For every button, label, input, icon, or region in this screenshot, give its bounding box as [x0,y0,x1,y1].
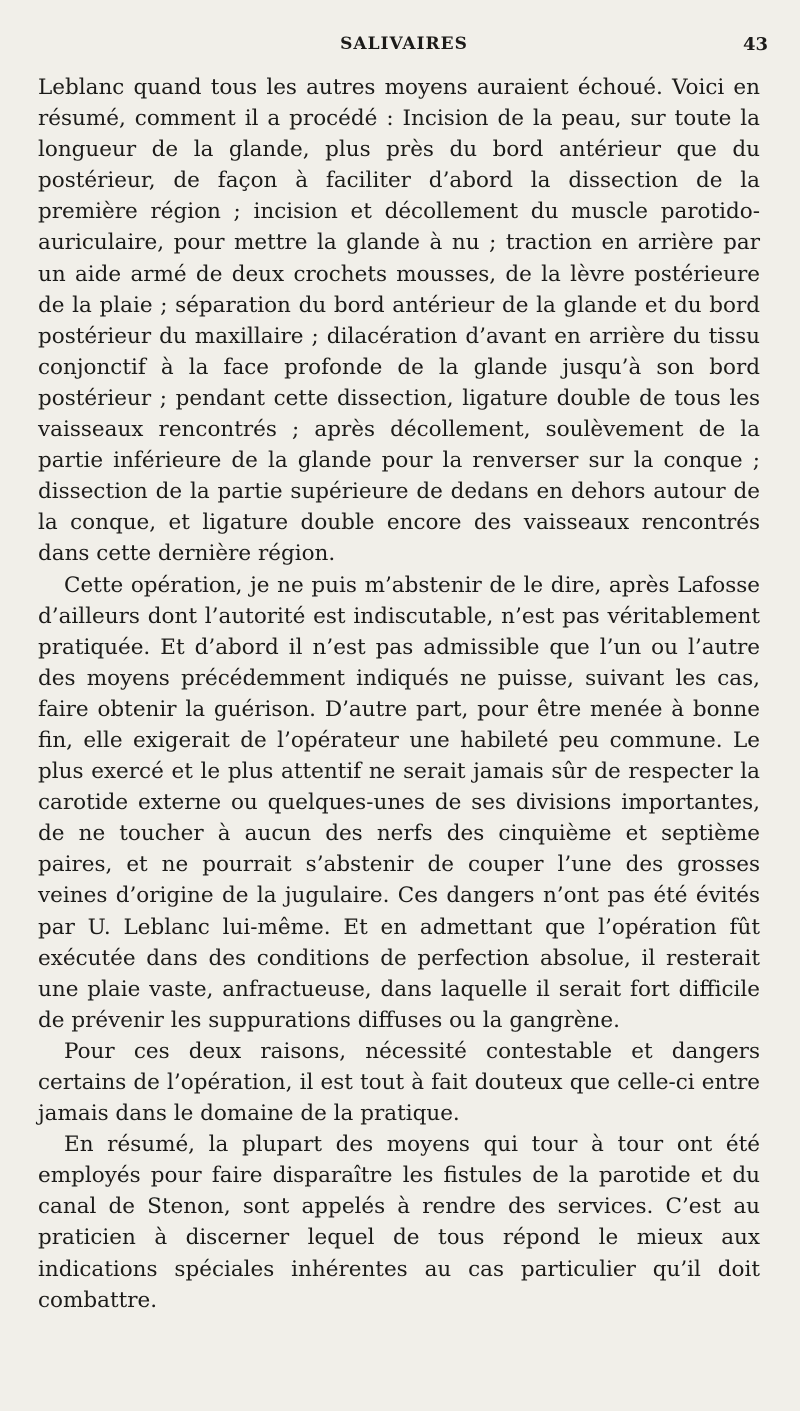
page-body [38,72,760,1316]
paragraph-1: Leblanc quand tous les autres moyens auraient échoué. Voici en résumé, comment il a procédé : Incision de la peau, sur toute la longueur de la glande, plus près du bord antérieur que du postérieur, de façon à faciliter d’abord la dissection de la première région ; incision et décollement du muscle parotido-auriculaire, pour mettre la glande à nu ; traction en arrière par un aide armé de deux crochets mousses, de la lèvre postérieure de la plaie ; séparation du bord antérieur de la glande et du bord postérieur du maxillaire ; dilacération d’avant en arrière du tissu conjonctif à la face profonde de la glande jusqu’à son bord postérieur ; pendant cette dissection, ligature double de tous les vaisseaux rencontrés ; après décollement, soulèvement de la partie inférieure de la glande pour la renverser sur la conque ; dissection de la partie supérieure de dedans en dehors autour de la conque, et ligature double encore des vaisseaux rencontrés dans cette dernière région. [38,75,760,567]
page-header [40,34,768,62]
paragraph-3: Pour ces deux raisons, nécessité contestable et dangers certains de l’opération, il est tout à fait douteux que celle-ci entre jamais dans le domaine de la pratique. [38,1038,760,1127]
paragraph-2: Cette opération, je ne puis m’abstenir de le dire, après Lafosse d’ailleurs dont l’autorité est indiscutable, n’est pas véritablement pratiquée. Et d’abord il n’est pas admissible que l’un ou l’autre des moyens précédemment indiqués ne puisse, suivant les cas, faire obtenir la guérison. D’autre part, pour être menée à bonne fin, elle exigerait de l’opérateur une habileté peu commune. Le plus exercé et le plus attentif ne serait jamais sûr de respecter la carotide externe ou quelques-unes de ses divisions importantes, de ne toucher à aucun des nerfs des cinquième et septième paires, et ne pourrait s’abstenir de couper l’une des grosses veines d’origine de la jugulaire. Ces dangers n’ont pas été évités par U. Leblanc lui-même. Et en admettant que l’opération fût exécutée dans des conditions de perfection absolue, il resterait une plaie vaste, anfractueuse, dans laquelle il serait fort difficile de prévenir les suppurations diffuses ou la gangrène. [38,572,760,1033]
page-number: 43 [742,34,768,55]
paragraph-4: En résumé, la plupart des moyens qui tour à tour ont été employés pour faire disparaître les fistules de la parotide et du canal de Stenon, sont appelés à rendre des services. C’est au praticien à discerner lequel de tous répond le mieux aux indications spéciales inhérentes au cas particulier qu’il doit combattre. [38,1132,760,1313]
running-title: SALIVAIRES [340,34,468,54]
